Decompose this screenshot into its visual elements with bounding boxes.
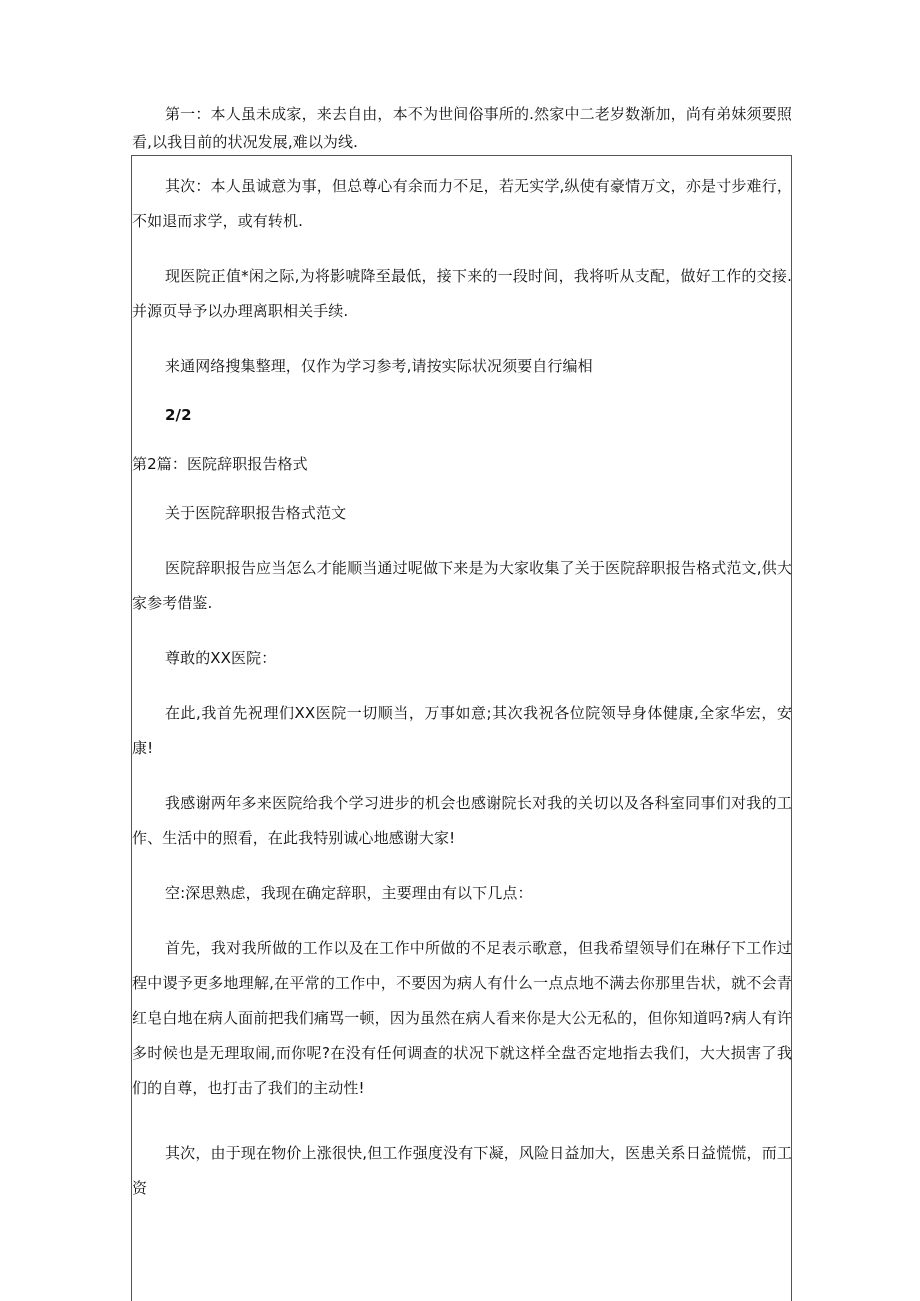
paragraph-second-reason: 其次：本人虽诚意为事，但总尊心有余而力不足，若无实学,纵使有豪情万文，亦是寸步难行，不如退而求学，或有转机. bbox=[132, 177, 792, 230]
paragraph-first-reason: 第一：本人虽未成家，来去自由，本不为世间俗事所的.然家中二老岁数渐加，尚有弟妹须要照看,以我目前的状况发展,难以为线. bbox=[132, 105, 792, 151]
salutation: 尊敢的XX医院： bbox=[165, 649, 277, 667]
paragraph-thanks: 我感谢两年多来医院给我个学习进步的机会也感谢院长对我的关切以及各科室同事们对我的工作、生活中的照看，在此我特别诚心地感谢大家! bbox=[132, 794, 792, 847]
section-subtitle: 关于医院辞职报告格式范文 bbox=[165, 504, 347, 522]
paragraph-second-point: 其次，由于现在物价上涨很快,但工作强度没有下凝，风险日益加大，医患关系日益慌慌，而工资 bbox=[132, 1144, 792, 1197]
paragraph-intro: 医院辞职报告应当怎么才能顺当通过呢做下来是为大家收集了关于医院辞职报告格式范文,供大家参考借鉴. bbox=[132, 559, 792, 612]
paragraph-decision: 空:深思熟虑，我现在确定辞职，主要理由有以下几点： bbox=[165, 884, 533, 902]
document-content bbox=[132, 155, 792, 1206]
top-text-block bbox=[132, 100, 792, 156]
paragraph-first-point: 首先，我对我所做的工作以及在工作中所做的不足表示歌意，但我希望领导们在琳仔下工作过程中谡予更多地理解,在平常的工作中，不要因为病人有什么一点点地不满去你那里告状，就不会青红皂白地在病人面前把我们痛骂一顿，因为虽然在病人看来你是大公无私的，但你知道吗?病人有许多时候也是无理取闹,而你呢?在没有任何调查的状况下就这样全盘否定地指去我们，大大损害了我们的自尊，也打击了我们的主动性! bbox=[132, 939, 792, 1097]
section-title: 第2篇：医院辞职报告格式 bbox=[132, 455, 308, 473]
paragraph-source-note: 来通网络搜集整理，仅作为学习参考,请按实际状况须要自行编相 bbox=[165, 357, 593, 375]
paragraph-handover: 现医院正值*闲之际,为将影唬降至最低，接下来的一段时间，我将听从支配，做好工作的交接.并源页导予以办理离职相关手续. bbox=[132, 267, 792, 320]
page-number: 2/2 bbox=[165, 406, 192, 424]
paragraph-greeting: 在此,我首先祝理们XX医院一切顺当，万事如意;其次我祝各位院领导身体健康,全家华宏，安康! bbox=[132, 704, 792, 757]
